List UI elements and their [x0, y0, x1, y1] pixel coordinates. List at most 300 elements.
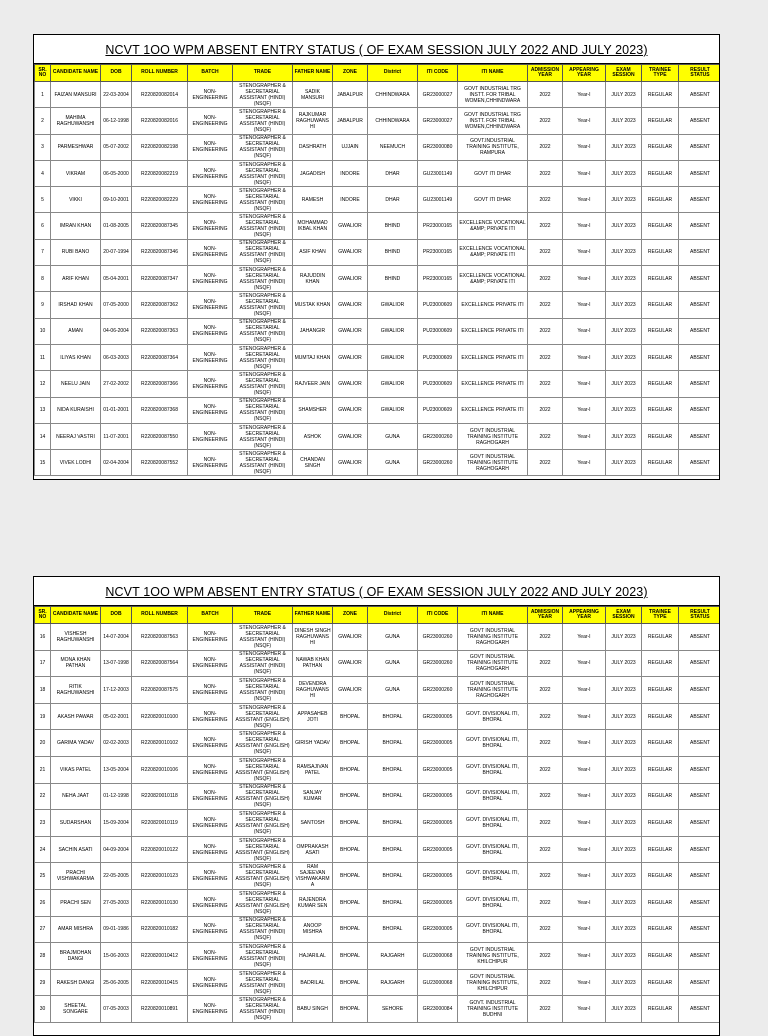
cell-zone: BHOPAL — [333, 783, 368, 810]
cell-iti-name: EXCELLENCE PRIVATE ITI — [458, 344, 528, 370]
cell-iti-name: GOVT. DIVISIONAL ITI, BHOPAL — [458, 730, 528, 757]
cell-result-status: ABSENT — [679, 266, 721, 292]
cell-trade: STENOGRAPHER & SECRETARIAL ASSISTANT (HINDI) (NSQF) — [233, 108, 293, 134]
cell-zone: GWALIOR — [333, 239, 368, 265]
cell-appearing-year: Year-I — [563, 889, 606, 916]
cell-appearing-year: Year-I — [563, 450, 606, 476]
cell-iti-name: EXCELLENCE VOCATIONAL &AMP; PRIVATE ITI — [458, 239, 528, 265]
cell-batch: NON-ENGINEERING — [188, 371, 233, 397]
cell-candidate-name: AMAN — [51, 318, 101, 344]
cell-iti-name: GOVT INDUSTRIAL TRAINING INSTITUTE RAGHOGARH — [458, 450, 528, 476]
cell-trade: STENOGRAPHER & SECRETARIAL ASSISTANT (ENGLISH) (NSQF) — [233, 703, 293, 730]
cell-trainee-type: REGULAR — [642, 318, 679, 344]
cell-candidate-name: VISHESH RAGHUWANSHI — [51, 624, 101, 651]
cell-sr-no: 19 — [35, 703, 51, 730]
cell-sr-no: 26 — [35, 889, 51, 916]
column-header-result-status: RESULT STATUS — [679, 65, 721, 82]
cell-result-status: ABSENT — [679, 650, 721, 677]
cell-zone: BHOPAL — [333, 836, 368, 863]
cell-appearing-year: Year-I — [563, 969, 606, 996]
cell-appearing-year: Year-I — [563, 783, 606, 810]
cell-appearing-year: Year-I — [563, 318, 606, 344]
cell-iti-code: GR23000005 — [418, 889, 458, 916]
cell-batch: NON-ENGINEERING — [188, 889, 233, 916]
cell-appearing-year: Year-I — [563, 82, 606, 108]
cell-iti-code: GR23000005 — [418, 836, 458, 863]
cell-roll-number: R220820087366 — [132, 371, 188, 397]
cell-iti-name: EXCELLENCE VOCATIONAL &AMP; PRIVATE ITI — [458, 266, 528, 292]
cell-admission-year: 2022 — [528, 371, 563, 397]
cell-exam-session: JULY 2023 — [606, 703, 642, 730]
cell-roll-number: R220820087345 — [132, 213, 188, 239]
cell-admission-year: 2022 — [528, 889, 563, 916]
cell-district: GUNA — [368, 450, 418, 476]
cell-sr-no: 13 — [35, 397, 51, 423]
table-row — [35, 756, 721, 783]
table-row — [35, 292, 721, 318]
column-header-candidate-name: CANDIDATE NAME — [51, 607, 101, 624]
cell-admission-year: 2022 — [528, 160, 563, 186]
cell-appearing-year: Year-I — [563, 650, 606, 677]
cell-appearing-year: Year-I — [563, 134, 606, 160]
column-header-iti-name: ITI NAME — [458, 607, 528, 624]
cell-dob: 27-05-2003 — [101, 889, 132, 916]
cell-iti-name: GOVT INDUSTRIAL TRAINING INSTITUTE, KHILCHIPUR — [458, 943, 528, 970]
column-header-candidate-name: CANDIDATE NAME — [51, 65, 101, 82]
cell-candidate-name: NIDA KURAISHI — [51, 397, 101, 423]
cell-trade: STENOGRAPHER & SECRETARIAL ASSISTANT (ENGLISH) (NSQF) — [233, 836, 293, 863]
column-header-iti-name: ITI NAME — [458, 65, 528, 82]
cell-result-status: ABSENT — [679, 889, 721, 916]
column-header-district: District — [368, 607, 418, 624]
cell-exam-session: JULY 2023 — [606, 916, 642, 943]
cell-iti-code: GR23000260 — [418, 650, 458, 677]
cell-result-status: ABSENT — [679, 371, 721, 397]
cell-trade: STENOGRAPHER & SECRETARIAL ASSISTANT (HINDI) (NSQF) — [233, 423, 293, 449]
cell-district: GWALIOR — [368, 292, 418, 318]
table-row — [35, 423, 721, 449]
cell-admission-year: 2022 — [528, 134, 563, 160]
column-header-appearing-year: APPEARING YEAR — [563, 607, 606, 624]
cell-trainee-type: REGULAR — [642, 863, 679, 890]
cell-appearing-year: Year-I — [563, 213, 606, 239]
cell-roll-number: R220820082016 — [132, 108, 188, 134]
table-row — [35, 730, 721, 757]
cell-iti-name: GOVT INDUSTRIAL TRAINING INSTITUTE RAGHOGARH — [458, 423, 528, 449]
cell-candidate-name: VIKAS PATEL — [51, 756, 101, 783]
cell-batch: NON-ENGINEERING — [188, 344, 233, 370]
cell-candidate-name: IRSHAD KHAN — [51, 292, 101, 318]
cell-iti-code: GR23000005 — [418, 810, 458, 837]
table-row — [35, 916, 721, 943]
cell-batch: NON-ENGINEERING — [188, 82, 233, 108]
cell-exam-session: JULY 2023 — [606, 756, 642, 783]
cell-sr-no: 10 — [35, 318, 51, 344]
cell-father-name: NAWAB KHAN PATHAN — [293, 650, 333, 677]
cell-trade: STENOGRAPHER & SECRETARIAL ASSISTANT (HINDI) (NSQF) — [233, 239, 293, 265]
cell-exam-session: JULY 2023 — [606, 624, 642, 651]
cell-exam-session: JULY 2023 — [606, 943, 642, 970]
cell-trainee-type: REGULAR — [642, 889, 679, 916]
cell-result-status: ABSENT — [679, 344, 721, 370]
cell-exam-session: JULY 2023 — [606, 423, 642, 449]
cell-appearing-year: Year-I — [563, 624, 606, 651]
cell-district: DHAR — [368, 187, 418, 213]
cell-appearing-year: Year-I — [563, 239, 606, 265]
cell-trainee-type: REGULAR — [642, 730, 679, 757]
cell-dob: 15-09-2004 — [101, 810, 132, 837]
cell-trainee-type: REGULAR — [642, 160, 679, 186]
column-header-iti-code: ITI CODE — [418, 607, 458, 624]
cell-dob: 22-05-2005 — [101, 863, 132, 890]
cell-iti-code: GR23000005 — [418, 783, 458, 810]
cell-roll-number: R220820010100 — [132, 703, 188, 730]
cell-result-status: ABSENT — [679, 134, 721, 160]
column-header-batch: BATCH — [188, 607, 233, 624]
cell-iti-name: GOVT INDUSTRIAL TRAINING INSTITUTE, KHILCHIPUR — [458, 969, 528, 996]
cell-admission-year: 2022 — [528, 292, 563, 318]
table-row — [35, 624, 721, 651]
cell-trainee-type: REGULAR — [642, 187, 679, 213]
cell-zone: BHOPAL — [333, 863, 368, 890]
cell-candidate-name: PRACHI VISHWAKARMA — [51, 863, 101, 890]
cell-iti-name: EXCELLENCE PRIVATE ITI — [458, 371, 528, 397]
cell-district: BHIND — [368, 213, 418, 239]
cell-dob: 04-06-2004 — [101, 318, 132, 344]
cell-district: GWALIOR — [368, 318, 418, 344]
cell-sr-no: 18 — [35, 677, 51, 704]
cell-trade: STENOGRAPHER & SECRETARIAL ASSISTANT (HINDI) (NSQF) — [233, 292, 293, 318]
cell-district: CHHINDWARA — [368, 82, 418, 108]
cell-iti-code: GU23001149 — [418, 187, 458, 213]
cell-trainee-type: REGULAR — [642, 450, 679, 476]
column-header-sr-no: SR. NO — [35, 65, 51, 82]
cell-dob: 02-02-2003 — [101, 730, 132, 757]
cell-iti-name: GOVT. DIVISIONAL ITI, BHOPAL — [458, 836, 528, 863]
cell-iti-name: GOVT INDUSTRIAL TRAINING INSTITUTE RAGHOGARH — [458, 650, 528, 677]
table-row — [35, 677, 721, 704]
cell-trainee-type: REGULAR — [642, 397, 679, 423]
cell-roll-number: R220820087552 — [132, 450, 188, 476]
cell-roll-number: R220820010891 — [132, 996, 188, 1023]
cell-iti-code: GR23000260 — [418, 677, 458, 704]
cell-district: BHOPAL — [368, 756, 418, 783]
cell-iti-name: GOVT. INDUSTRIAL TRAINING INSTITUTE BUDHNI — [458, 996, 528, 1023]
cell-trainee-type: REGULAR — [642, 624, 679, 651]
cell-dob: 05-02-2001 — [101, 703, 132, 730]
column-header-roll-number: ROLL NUMBER — [132, 65, 188, 82]
cell-roll-number: R220820010122 — [132, 836, 188, 863]
cell-iti-code: GR23000260 — [418, 423, 458, 449]
cell-admission-year: 2022 — [528, 650, 563, 677]
cell-admission-year: 2022 — [528, 703, 563, 730]
cell-trainee-type: REGULAR — [642, 292, 679, 318]
cell-roll-number: R220820087563 — [132, 624, 188, 651]
cell-appearing-year: Year-I — [563, 397, 606, 423]
cell-father-name: RAJVEER JAIN — [293, 371, 333, 397]
cell-batch: NON-ENGINEERING — [188, 996, 233, 1023]
cell-roll-number: R220820082229 — [132, 187, 188, 213]
cell-roll-number: R220820010102 — [132, 730, 188, 757]
cell-batch: NON-ENGINEERING — [188, 810, 233, 837]
cell-admission-year: 2022 — [528, 836, 563, 863]
cell-iti-code: PU23000609 — [418, 318, 458, 344]
cell-iti-name: GOVT. DIVISIONAL ITI, BHOPAL — [458, 756, 528, 783]
cell-father-name: SANJAY KUMAR — [293, 783, 333, 810]
cell-roll-number: R220820010123 — [132, 863, 188, 890]
cell-exam-session: JULY 2023 — [606, 996, 642, 1023]
cell-result-status: ABSENT — [679, 863, 721, 890]
table-row — [35, 266, 721, 292]
cell-sr-no: 24 — [35, 836, 51, 863]
cell-exam-session: JULY 2023 — [606, 82, 642, 108]
cell-trade: STENOGRAPHER & SECRETARIAL ASSISTANT (ENGLISH) (NSQF) — [233, 756, 293, 783]
cell-admission-year: 2022 — [528, 863, 563, 890]
cell-zone: GWALIOR — [333, 397, 368, 423]
cell-trainee-type: REGULAR — [642, 677, 679, 704]
cell-iti-code: GU23000068 — [418, 969, 458, 996]
cell-batch: NON-ENGINEERING — [188, 624, 233, 651]
cell-zone: BHOPAL — [333, 756, 368, 783]
cell-roll-number: R220820010182 — [132, 916, 188, 943]
cell-father-name: JAGADISH — [293, 160, 333, 186]
cell-roll-number: R220820010118 — [132, 783, 188, 810]
column-header-exam-session: EXAM SESSION — [606, 607, 642, 624]
cell-trade: STENOGRAPHER & SECRETARIAL ASSISTANT (HINDI) (NSQF) — [233, 650, 293, 677]
cell-roll-number: R220820010412 — [132, 943, 188, 970]
cell-zone: INDORE — [333, 160, 368, 186]
table-row — [35, 810, 721, 837]
cell-sr-no: 4 — [35, 160, 51, 186]
cell-trainee-type: REGULAR — [642, 239, 679, 265]
cell-roll-number: R220820087368 — [132, 397, 188, 423]
table-row — [35, 371, 721, 397]
cell-dob: 06-05-2000 — [101, 160, 132, 186]
cell-result-status: ABSENT — [679, 397, 721, 423]
cell-result-status: ABSENT — [679, 187, 721, 213]
cell-exam-session: JULY 2023 — [606, 344, 642, 370]
cell-candidate-name: FAIZAN MANSURI — [51, 82, 101, 108]
cell-roll-number: R220820010130 — [132, 889, 188, 916]
cell-district: BHOPAL — [368, 863, 418, 890]
cell-iti-code: GR23000005 — [418, 863, 458, 890]
cell-sr-no: 7 — [35, 239, 51, 265]
cell-trade: STENOGRAPHER & SECRETARIAL ASSISTANT (HINDI) (NSQF) — [233, 969, 293, 996]
cell-candidate-name: IMRAN KHAN — [51, 213, 101, 239]
cell-candidate-name: PARMESHWAR — [51, 134, 101, 160]
cell-zone: BHOPAL — [333, 916, 368, 943]
cell-roll-number: R220820082014 — [132, 82, 188, 108]
cell-zone: GWALIOR — [333, 450, 368, 476]
cell-dob: 20-07-1994 — [101, 239, 132, 265]
cell-result-status: ABSENT — [679, 423, 721, 449]
cell-sr-no: 27 — [35, 916, 51, 943]
cell-batch: NON-ENGINEERING — [188, 650, 233, 677]
cell-result-status: ABSENT — [679, 624, 721, 651]
cell-dob: 05-04-2001 — [101, 266, 132, 292]
cell-exam-session: JULY 2023 — [606, 810, 642, 837]
cell-district: RAJGARH — [368, 943, 418, 970]
cell-district: BHOPAL — [368, 810, 418, 837]
cell-admission-year: 2022 — [528, 266, 563, 292]
cell-result-status: ABSENT — [679, 213, 721, 239]
cell-candidate-name: NEELU JAIN — [51, 371, 101, 397]
cell-candidate-name: MONA KHAN PATHAN — [51, 650, 101, 677]
cell-iti-code: GR23000005 — [418, 730, 458, 757]
cell-trade: STENOGRAPHER & SECRETARIAL ASSISTANT (HINDI) (NSQF) — [233, 371, 293, 397]
cell-father-name: DEVENDRA RAGHUWANS HI — [293, 677, 333, 704]
cell-batch: NON-ENGINEERING — [188, 703, 233, 730]
column-header-zone: ZONE — [333, 607, 368, 624]
cell-trade: STENOGRAPHER & SECRETARIAL ASSISTANT (HINDI) (NSQF) — [233, 450, 293, 476]
cell-result-status: ABSENT — [679, 677, 721, 704]
cell-iti-name: EXCELLENCE VOCATIONAL &AMP; PRIVATE ITI — [458, 213, 528, 239]
cell-trainee-type: REGULAR — [642, 916, 679, 943]
table-row — [35, 863, 721, 890]
cell-iti-name: GOVT INDUSTRIAL TRG INSTT. FOR TRIBAL WOMEN,CHHINDWARA — [458, 108, 528, 134]
cell-result-status: ABSENT — [679, 703, 721, 730]
cell-iti-name: GOVT INDUSTRIAL TRAINING INSTITUTE RAGHOGARH — [458, 677, 528, 704]
cell-exam-session: JULY 2023 — [606, 397, 642, 423]
cell-admission-year: 2022 — [528, 756, 563, 783]
cell-appearing-year: Year-I — [563, 996, 606, 1023]
cell-candidate-name: VIVEK LODHI — [51, 450, 101, 476]
cell-district: GWALIOR — [368, 397, 418, 423]
document-page-1 — [33, 34, 720, 480]
cell-iti-name: GOVT. DIVISIONAL ITI, BHOPAL — [458, 810, 528, 837]
column-header-roll-number: ROLL NUMBER — [132, 607, 188, 624]
cell-zone: BHOPAL — [333, 703, 368, 730]
cell-admission-year: 2022 — [528, 916, 563, 943]
cell-roll-number: R220820087346 — [132, 239, 188, 265]
cell-appearing-year: Year-I — [563, 344, 606, 370]
cell-iti-name: GOVT. DIVISIONAL ITI, BHOPAL — [458, 783, 528, 810]
cell-sr-no: 9 — [35, 292, 51, 318]
cell-father-name: OMPRAKASH ASATI — [293, 836, 333, 863]
column-header-father-name: FATHER NAME — [293, 607, 333, 624]
cell-appearing-year: Year-I — [563, 108, 606, 134]
cell-admission-year: 2022 — [528, 423, 563, 449]
cell-roll-number: R220820087347 — [132, 266, 188, 292]
cell-candidate-name: RUBI BANO — [51, 239, 101, 265]
cell-dob: 01-08-2005 — [101, 213, 132, 239]
cell-batch: NON-ENGINEERING — [188, 943, 233, 970]
cell-district: GUNA — [368, 650, 418, 677]
cell-iti-name: EXCELLENCE PRIVATE ITI — [458, 292, 528, 318]
table-row — [35, 134, 721, 160]
cell-trainee-type: REGULAR — [642, 810, 679, 837]
cell-admission-year: 2022 — [528, 810, 563, 837]
cell-exam-session: JULY 2023 — [606, 318, 642, 344]
table-row — [35, 108, 721, 134]
cell-zone: BHOPAL — [333, 889, 368, 916]
cell-zone: BHOPAL — [333, 943, 368, 970]
cell-trade: STENOGRAPHER & SECRETARIAL ASSISTANT (HINDI) (NSQF) — [233, 82, 293, 108]
cell-trade: STENOGRAPHER & SECRETARIAL ASSISTANT (HINDI) (NSQF) — [233, 344, 293, 370]
cell-trade: STENOGRAPHER & SECRETARIAL ASSISTANT (ENGLISH) (NSQF) — [233, 730, 293, 757]
cell-appearing-year: Year-I — [563, 943, 606, 970]
cell-iti-name: EXCELLENCE PRIVATE ITI — [458, 318, 528, 344]
cell-trainee-type: REGULAR — [642, 344, 679, 370]
cell-father-name: SANTOSH — [293, 810, 333, 837]
cell-trade: STENOGRAPHER & SECRETARIAL ASSISTANT (HINDI) (NSQF) — [233, 213, 293, 239]
cell-zone: GWALIOR — [333, 624, 368, 651]
cell-admission-year: 2022 — [528, 318, 563, 344]
cell-admission-year: 2022 — [528, 239, 563, 265]
cell-iti-name: GOVT. DIVISIONAL ITI, BHOPAL — [458, 703, 528, 730]
cell-iti-code: GR23000080 — [418, 134, 458, 160]
cell-candidate-name: VIKKI — [51, 187, 101, 213]
cell-exam-session: JULY 2023 — [606, 292, 642, 318]
column-header-sr-no: SR. NO — [35, 607, 51, 624]
cell-sr-no: 12 — [35, 371, 51, 397]
cell-father-name: MOHAMMAD IKBAL KHAN — [293, 213, 333, 239]
cell-district: BHOPAL — [368, 730, 418, 757]
cell-trainee-type: REGULAR — [642, 783, 679, 810]
cell-trade: STENOGRAPHER & SECRETARIAL ASSISTANT (ENGLISH) (NSQF) — [233, 889, 293, 916]
cell-dob: 14-07-2004 — [101, 624, 132, 651]
cell-exam-session: JULY 2023 — [606, 160, 642, 186]
column-header-exam-session: EXAM SESSION — [606, 65, 642, 82]
cell-batch: NON-ENGINEERING — [188, 836, 233, 863]
cell-result-status: ABSENT — [679, 239, 721, 265]
column-header-batch: BATCH — [188, 65, 233, 82]
cell-zone: GWALIOR — [333, 344, 368, 370]
cell-zone: BHOPAL — [333, 810, 368, 837]
cell-admission-year: 2022 — [528, 82, 563, 108]
cell-iti-name: EXCELLENCE PRIVATE ITI — [458, 397, 528, 423]
cell-father-name: RAJKUMAR RAGHUWANS HI — [293, 108, 333, 134]
cell-trade: STENOGRAPHER & SECRETARIAL ASSISTANT (HINDI) (NSQF) — [233, 943, 293, 970]
cell-dob: 15-06-2003 — [101, 943, 132, 970]
cell-trainee-type: REGULAR — [642, 836, 679, 863]
table-row — [35, 889, 721, 916]
cell-candidate-name: ILIYAS KHAN — [51, 344, 101, 370]
cell-roll-number: R220820087363 — [132, 318, 188, 344]
cell-appearing-year: Year-I — [563, 160, 606, 186]
table-row — [35, 187, 721, 213]
cell-appearing-year: Year-I — [563, 187, 606, 213]
cell-dob: 07-05-2003 — [101, 996, 132, 1023]
cell-trade: STENOGRAPHER & SECRETARIAL ASSISTANT (HINDI) (NSQF) — [233, 397, 293, 423]
cell-iti-code: PU23000609 — [418, 397, 458, 423]
cell-trade: STENOGRAPHER & SECRETARIAL ASSISTANT (HINDI) (NSQF) — [233, 624, 293, 651]
cell-zone: JABALPUR — [333, 82, 368, 108]
cell-dob: 05-07-2002 — [101, 134, 132, 160]
table-body — [35, 624, 721, 1023]
cell-roll-number: R220820087550 — [132, 423, 188, 449]
cell-iti-code: PU23000609 — [418, 371, 458, 397]
cell-trade: STENOGRAPHER & SECRETARIAL ASSISTANT (HINDI) (NSQF) — [233, 134, 293, 160]
cell-district: SEHORE — [368, 996, 418, 1023]
cell-batch: NON-ENGINEERING — [188, 730, 233, 757]
cell-candidate-name: GARIMA YADAV — [51, 730, 101, 757]
cell-trainee-type: REGULAR — [642, 943, 679, 970]
cell-father-name: RAJUDDIN KHAN — [293, 266, 333, 292]
cell-zone: GWALIOR — [333, 213, 368, 239]
cell-result-status: ABSENT — [679, 836, 721, 863]
cell-district: CHHINDWARA — [368, 108, 418, 134]
cell-exam-session: JULY 2023 — [606, 650, 642, 677]
cell-exam-session: JULY 2023 — [606, 889, 642, 916]
cell-sr-no: 16 — [35, 624, 51, 651]
cell-iti-code: PU23000609 — [418, 344, 458, 370]
cell-admission-year: 2022 — [528, 783, 563, 810]
cell-sr-no: 29 — [35, 969, 51, 996]
cell-sr-no: 30 — [35, 996, 51, 1023]
cell-candidate-name: RAKESH DANGI — [51, 969, 101, 996]
cell-trainee-type: REGULAR — [642, 703, 679, 730]
